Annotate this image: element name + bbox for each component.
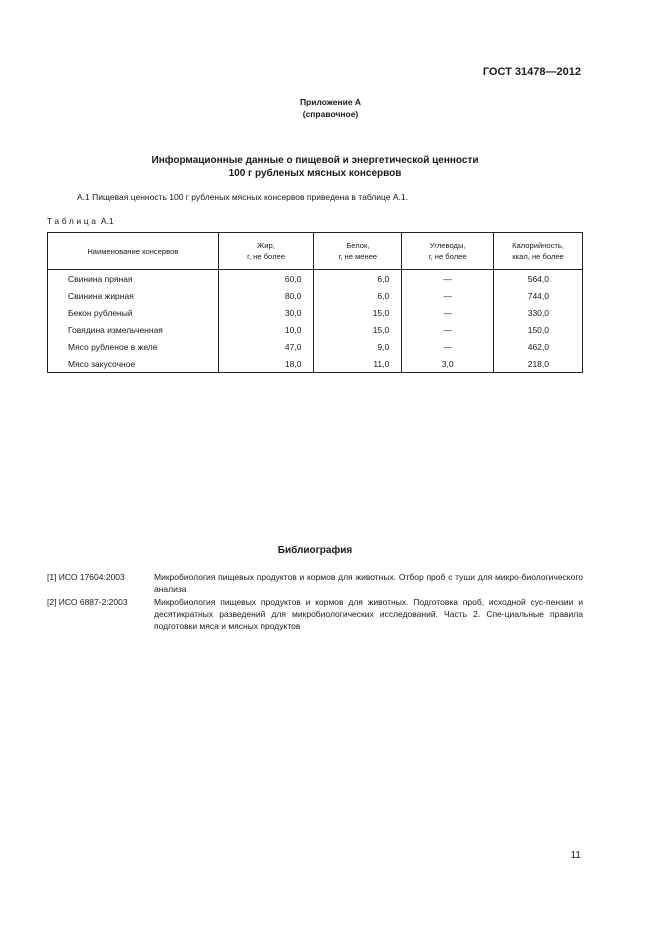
cell-name: Свинина жирная <box>48 287 219 304</box>
cell-name: Свинина пряная <box>48 270 219 288</box>
cell-name: Мясо рубленое в желе <box>48 338 219 355</box>
cell-carbs: — <box>402 321 494 338</box>
cell-carbs: — <box>402 287 494 304</box>
column-header-name: Наименование консервов <box>48 233 219 270</box>
appendix-heading <box>0 96 661 120</box>
cell-protein: 15,0 <box>314 304 402 321</box>
cell-protein: 11,0 <box>314 355 402 373</box>
cell-carbs: — <box>402 304 494 321</box>
table-caption <box>47 216 114 226</box>
cell-fat: 60,0 <box>218 270 314 288</box>
cell-calories: 744,0 <box>494 287 583 304</box>
cell-carbs: — <box>402 270 494 288</box>
bibliography-ref: [1] ИСО 17604:2003 <box>47 572 125 582</box>
table-row <box>48 321 583 338</box>
cell-calories: 564,0 <box>494 270 583 288</box>
table-caption-number: А.1 <box>100 216 114 226</box>
cell-calories: 330,0 <box>494 304 583 321</box>
cell-fat: 10,0 <box>218 321 314 338</box>
appendix-title: Приложение А <box>299 97 362 107</box>
cell-fat: 47,0 <box>218 338 314 355</box>
column-header-fat: Жир, г, не более <box>218 233 314 270</box>
table-caption-prefix: Таблица <box>47 216 99 226</box>
table-row <box>48 355 583 373</box>
cell-calories: 150,0 <box>494 321 583 338</box>
table-row <box>48 304 583 321</box>
table-row <box>48 270 583 288</box>
column-header-protein: Белок, г, не менее <box>314 233 402 270</box>
bibliography-title: Библиография <box>277 545 353 556</box>
cell-carbs: — <box>402 338 494 355</box>
cell-calories: 218,0 <box>494 355 583 373</box>
table-header-row <box>48 233 583 270</box>
column-header-carbs: Углеводы, г, не более <box>402 233 494 270</box>
cell-protein: 6,0 <box>314 270 402 288</box>
cell-fat: 30,0 <box>218 304 314 321</box>
bibliography-ref: [2] ИСО 6887-2:2003 <box>47 597 128 607</box>
cell-protein: 15,0 <box>314 321 402 338</box>
column-header-calories: Калорийность, ккал, не более <box>494 233 583 270</box>
cell-name: Говядина измельченная <box>48 321 219 338</box>
cell-protein: 6,0 <box>314 287 402 304</box>
document-code: ГОСТ 31478—2012 <box>482 66 581 78</box>
cell-fat: 18,0 <box>218 355 314 373</box>
cell-calories: 462,0 <box>494 338 583 355</box>
bibliography-text: Микробиология пищевых продуктов и кормов для животных. Подготовка проб, исходной сус-пензии и десятикратных разведений для микробиологических исследований. Часть 2. Спе-циальные правила подготовки мяса и мясных продуктов <box>154 597 583 631</box>
bibliography-text: Микробиология пищевых продуктов и кормов для животных. Отбор проб с туши для микро-биологического анализа <box>154 572 583 594</box>
page-number: 11 <box>570 850 581 861</box>
intro-paragraph: А.1 Пищевая ценность 100 г рубленых мясных консервов приведена в таблице А.1. <box>77 192 408 202</box>
cell-carbs: 3,0 <box>402 355 494 373</box>
appendix-subtitle: (справочное) <box>302 109 359 119</box>
section-title-line2: 100 г рубленых мясных консервов <box>228 168 402 179</box>
cell-name: Бекон рубленый <box>48 304 219 321</box>
cell-fat: 80,0 <box>218 287 314 304</box>
section-title <box>0 154 630 180</box>
cell-protein: 9,0 <box>314 338 402 355</box>
nutrition-table <box>47 232 583 373</box>
section-title-line1: Информационные данные о пищевой и энергетической ценности <box>151 155 479 166</box>
cell-name: Мясо закусочное <box>48 355 219 373</box>
table-row <box>48 287 583 304</box>
table-row <box>48 338 583 355</box>
